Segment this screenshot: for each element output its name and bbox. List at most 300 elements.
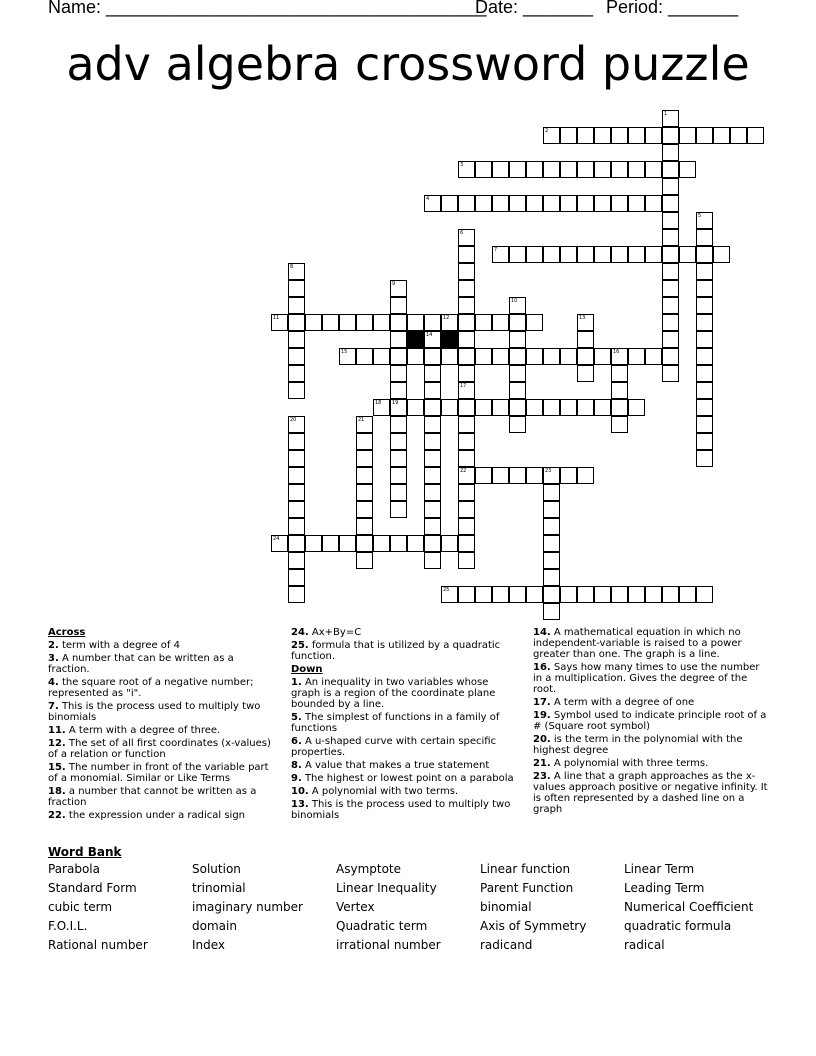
crossword-cell[interactable]: [577, 348, 594, 365]
crossword-cell[interactable]: [696, 229, 713, 246]
clue-number: 2: [545, 128, 549, 134]
crossword-cell[interactable]: [594, 246, 611, 263]
crossword-cell[interactable]: [713, 246, 730, 263]
crossword-cell[interactable]: [424, 535, 441, 552]
crossword-cell[interactable]: [696, 127, 713, 144]
clue-number: 6: [460, 230, 464, 236]
clue-down: 6. A u-shaped curve with certain specific properties.: [291, 736, 497, 758]
crossword-cell[interactable]: [458, 331, 475, 348]
crossword-cell[interactable]: [594, 348, 611, 365]
crossword-cell[interactable]: [645, 246, 662, 263]
crossword-cell[interactable]: [492, 161, 509, 178]
black-square: [407, 331, 424, 348]
crossword-cell[interactable]: [288, 450, 305, 467]
crossword-cell[interactable]: [645, 586, 662, 603]
crossword-cell[interactable]: [458, 586, 475, 603]
crossword-cell[interactable]: [356, 535, 373, 552]
crossword-cell[interactable]: [356, 484, 373, 501]
clue-down: 8. A value that makes a true statement: [291, 760, 490, 771]
clue-down: 16. Says how many times to use the number in a multiplication. Gives the degree of the root.: [533, 662, 760, 695]
crossword-cell[interactable]: [662, 280, 679, 297]
crossword-cell[interactable]: [526, 467, 543, 484]
crossword-cell[interactable]: [492, 467, 509, 484]
word-bank-item: Index: [192, 938, 226, 952]
crossword-cell[interactable]: [543, 586, 560, 603]
crossword-cell[interactable]: [356, 416, 373, 433]
crossword-cell[interactable]: [560, 195, 577, 212]
crossword-cell[interactable]: [509, 161, 526, 178]
crossword-cell[interactable]: [458, 263, 475, 280]
page-title: adv algebra crossword puzzle: [66, 37, 750, 91]
crossword-cell[interactable]: [696, 331, 713, 348]
crossword-cell[interactable]: [424, 552, 441, 569]
crossword-cell[interactable]: [543, 246, 560, 263]
crossword-cell[interactable]: [611, 586, 628, 603]
clue-number: 5: [698, 213, 702, 219]
crossword-cell[interactable]: [458, 467, 475, 484]
crossword-cell[interactable]: [288, 382, 305, 399]
clue-down: 19. Symbol used to indicate principle root of a # (Square root symbol): [533, 710, 767, 732]
crossword-cell[interactable]: [356, 518, 373, 535]
crossword-cell[interactable]: [356, 314, 373, 331]
crossword-cell[interactable]: [356, 433, 373, 450]
crossword-cell[interactable]: [356, 450, 373, 467]
crossword-cell[interactable]: [696, 314, 713, 331]
clue-down: 1. An inequality in two variables whose graph is a region of the coordinate plane bounded by a line.: [291, 677, 496, 710]
date-label: Date: _______: [475, 0, 594, 17]
crossword-cell[interactable]: [288, 348, 305, 365]
crossword-cell[interactable]: [662, 348, 679, 365]
crossword-cell[interactable]: [696, 263, 713, 280]
crossword-cell[interactable]: [611, 348, 628, 365]
crossword-cell[interactable]: [305, 535, 322, 552]
crossword-cell[interactable]: [475, 195, 492, 212]
crossword-cell[interactable]: [424, 484, 441, 501]
crossword-cell[interactable]: [492, 246, 509, 263]
crossword-cell[interactable]: [288, 535, 305, 552]
clue-number: 9: [392, 281, 396, 287]
crossword-cell[interactable]: [696, 348, 713, 365]
crossword-cell[interactable]: [390, 382, 407, 399]
crossword-cell[interactable]: [611, 195, 628, 212]
crossword-cell[interactable]: [543, 552, 560, 569]
crossword-cell[interactable]: [288, 467, 305, 484]
crossword-cell[interactable]: [458, 314, 475, 331]
crossword-cell[interactable]: [509, 365, 526, 382]
crossword-cell[interactable]: [475, 399, 492, 416]
crossword-cell[interactable]: [526, 399, 543, 416]
word-bank-item: Vertex: [336, 900, 375, 914]
crossword-cell[interactable]: [424, 416, 441, 433]
name-label: Name: ______________________________________: [48, 0, 487, 17]
crossword-cell[interactable]: [390, 331, 407, 348]
word-bank-item: irrational number: [336, 938, 441, 952]
crossword-cell[interactable]: [594, 586, 611, 603]
crossword-cell[interactable]: [611, 161, 628, 178]
crossword-cell[interactable]: [509, 399, 526, 416]
word-bank-item: trinomial: [192, 881, 246, 895]
crossword-cell[interactable]: [492, 348, 509, 365]
crossword-cell[interactable]: [288, 416, 305, 433]
crossword-cell[interactable]: [679, 127, 696, 144]
crossword-cell[interactable]: [475, 161, 492, 178]
crossword-cell[interactable]: [577, 127, 594, 144]
crossword-cell[interactable]: [662, 212, 679, 229]
crossword-cell[interactable]: [407, 314, 424, 331]
crossword-cell[interactable]: [543, 127, 560, 144]
crossword-cell[interactable]: [458, 229, 475, 246]
crossword-cell[interactable]: [611, 382, 628, 399]
crossword-cell[interactable]: [390, 535, 407, 552]
crossword-cell[interactable]: [577, 399, 594, 416]
clue-across: 7. This is the process used to multiply two binomials: [48, 701, 261, 723]
word-bank-item: Standard Form: [48, 881, 137, 895]
crossword-cell[interactable]: [390, 314, 407, 331]
crossword-cell[interactable]: [458, 518, 475, 535]
crossword-cell[interactable]: [696, 280, 713, 297]
crossword-cell[interactable]: [526, 161, 543, 178]
crossword-cell[interactable]: [424, 348, 441, 365]
crossword-cell[interactable]: [662, 331, 679, 348]
crossword-cell[interactable]: [509, 195, 526, 212]
crossword-cell[interactable]: [662, 263, 679, 280]
crossword-cell[interactable]: [526, 195, 543, 212]
word-bank-item: Parent Function: [480, 881, 574, 895]
crossword-cell[interactable]: [322, 314, 339, 331]
crossword-cell[interactable]: [458, 382, 475, 399]
clue-down: 20. is the term in the polynomial with the highest degree: [533, 734, 743, 756]
crossword-cell[interactable]: [611, 246, 628, 263]
crossword-cell[interactable]: [696, 433, 713, 450]
crossword-cell[interactable]: [696, 416, 713, 433]
crossword-cell[interactable]: [560, 586, 577, 603]
crossword-cell[interactable]: [662, 144, 679, 161]
crossword-cell[interactable]: [424, 501, 441, 518]
crossword-cell[interactable]: [662, 365, 679, 382]
crossword-cell[interactable]: [373, 348, 390, 365]
crossword-cell[interactable]: [509, 348, 526, 365]
crossword-cell[interactable]: [458, 484, 475, 501]
crossword-cell[interactable]: [526, 246, 543, 263]
crossword-cell[interactable]: [390, 297, 407, 314]
crossword-cell[interactable]: [475, 348, 492, 365]
crossword-cell[interactable]: [458, 399, 475, 416]
clue-number: 4: [426, 196, 430, 202]
crossword-cell[interactable]: [543, 399, 560, 416]
clues-column-2: [291, 627, 516, 823]
crossword-cell[interactable]: [441, 586, 458, 603]
crossword-cell[interactable]: [560, 246, 577, 263]
crossword-cell[interactable]: [543, 603, 560, 620]
crossword-cell[interactable]: [373, 314, 390, 331]
word-bank-item: Linear function: [480, 862, 571, 876]
crossword-cell[interactable]: [339, 535, 356, 552]
crossword-cell[interactable]: [543, 569, 560, 586]
crossword-cell[interactable]: [407, 348, 424, 365]
clue-across: 11. A term with a degree of three.: [48, 725, 221, 736]
crossword-cell[interactable]: [424, 314, 441, 331]
crossword-cell[interactable]: [696, 399, 713, 416]
crossword-cell[interactable]: [526, 348, 543, 365]
crossword-cell[interactable]: [577, 365, 594, 382]
crossword-cell[interactable]: [288, 552, 305, 569]
crossword-cell[interactable]: [662, 161, 679, 178]
crossword-cell[interactable]: [560, 348, 577, 365]
crossword-cell[interactable]: [611, 399, 628, 416]
clue-number: 13: [579, 315, 586, 321]
crossword-cell[interactable]: [288, 331, 305, 348]
crossword-cell[interactable]: [509, 331, 526, 348]
crossword-cell[interactable]: [713, 127, 730, 144]
crossword-cell[interactable]: [594, 127, 611, 144]
crossword-cell[interactable]: [390, 484, 407, 501]
crossword-cell[interactable]: [594, 399, 611, 416]
clue-number: 11: [273, 315, 280, 321]
crossword-cell[interactable]: [458, 246, 475, 263]
crossword-cell[interactable]: [288, 518, 305, 535]
crossword-cell[interactable]: [424, 450, 441, 467]
crossword-cell[interactable]: [509, 297, 526, 314]
crossword-cell[interactable]: [288, 501, 305, 518]
crossword-cell[interactable]: [679, 161, 696, 178]
crossword-cell[interactable]: [679, 586, 696, 603]
crossword-cell[interactable]: [441, 399, 458, 416]
crossword-cell[interactable]: [288, 365, 305, 382]
crossword-cell[interactable]: [390, 365, 407, 382]
crossword-cell[interactable]: [696, 212, 713, 229]
crossword-cell[interactable]: [509, 246, 526, 263]
crossword-cell[interactable]: [509, 382, 526, 399]
crossword-cell[interactable]: [526, 586, 543, 603]
crossword-cell[interactable]: [458, 433, 475, 450]
crossword-cell[interactable]: [747, 127, 764, 144]
word-bank-item: Linear Term: [624, 862, 695, 876]
crossword-cell[interactable]: [628, 195, 645, 212]
crossword-cell[interactable]: [662, 127, 679, 144]
crossword-cell[interactable]: [390, 501, 407, 518]
crossword-cell[interactable]: [662, 586, 679, 603]
crossword-cell[interactable]: [628, 586, 645, 603]
crossword-cell[interactable]: [288, 433, 305, 450]
crossword-cell[interactable]: [577, 467, 594, 484]
crossword-cell[interactable]: [441, 195, 458, 212]
crossword-cell[interactable]: [577, 195, 594, 212]
crossword-cell[interactable]: [577, 586, 594, 603]
crossword-cell[interactable]: [271, 535, 288, 552]
crossword-cell[interactable]: [696, 246, 713, 263]
crossword-cell[interactable]: [458, 552, 475, 569]
crossword-cell[interactable]: [390, 450, 407, 467]
crossword-cell[interactable]: [288, 297, 305, 314]
clue-across: 22. the expression under a radical sign: [48, 810, 246, 821]
word-bank-title: Word Bank: [48, 845, 122, 859]
crossword-cell[interactable]: [356, 467, 373, 484]
crossword-cell[interactable]: [288, 263, 305, 280]
crossword-cell[interactable]: [339, 348, 356, 365]
crossword-cell[interactable]: [628, 246, 645, 263]
crossword-cell[interactable]: [475, 314, 492, 331]
crossword-cell[interactable]: [424, 399, 441, 416]
crossword-cell[interactable]: [662, 297, 679, 314]
crossword-cell[interactable]: [458, 501, 475, 518]
crossword-cell[interactable]: [441, 314, 458, 331]
crossword-cell[interactable]: [271, 314, 288, 331]
crossword-cell[interactable]: [594, 161, 611, 178]
crossword-cell[interactable]: [288, 586, 305, 603]
crossword-cell[interactable]: [628, 127, 645, 144]
crossword-cell[interactable]: [458, 195, 475, 212]
crossword-cell[interactable]: [509, 467, 526, 484]
crossword-cell[interactable]: [543, 484, 560, 501]
crossword-cell[interactable]: [458, 450, 475, 467]
crossword-cell[interactable]: [662, 178, 679, 195]
crossword-cell[interactable]: [492, 195, 509, 212]
crossword-cell[interactable]: [696, 450, 713, 467]
crossword-cell[interactable]: [373, 399, 390, 416]
crossword-cell[interactable]: [628, 399, 645, 416]
crossword-cell[interactable]: [492, 399, 509, 416]
crossword-cell[interactable]: [577, 314, 594, 331]
crossword-cell[interactable]: [662, 246, 679, 263]
crossword-cell[interactable]: [288, 484, 305, 501]
crossword-cell[interactable]: [475, 467, 492, 484]
crossword-cell[interactable]: [577, 246, 594, 263]
crossword-cell[interactable]: [696, 297, 713, 314]
crossword-cell[interactable]: [543, 535, 560, 552]
crossword-cell[interactable]: [305, 314, 322, 331]
clue-number: 10: [511, 298, 518, 304]
clue-number: 17: [460, 383, 467, 389]
crossword-cell[interactable]: [662, 314, 679, 331]
crossword-cell[interactable]: [458, 348, 475, 365]
crossword-cell[interactable]: [577, 331, 594, 348]
crossword-cell[interactable]: [730, 127, 747, 144]
crossword-cell[interactable]: [628, 161, 645, 178]
crossword-cell[interactable]: [390, 433, 407, 450]
crossword-cell[interactable]: [339, 314, 356, 331]
clue-number: 20: [290, 417, 297, 423]
crossword-cell[interactable]: [543, 161, 560, 178]
word-bank-item: Numerical Coefficient: [624, 900, 754, 914]
crossword-cell[interactable]: [662, 229, 679, 246]
crossword-cell[interactable]: [441, 348, 458, 365]
crossword-cell[interactable]: [543, 348, 560, 365]
crossword-cell[interactable]: [458, 365, 475, 382]
crossword-cell[interactable]: [611, 127, 628, 144]
crossword-cell[interactable]: [526, 314, 543, 331]
crossword-cell[interactable]: [645, 348, 662, 365]
crossword-cell[interactable]: [509, 314, 526, 331]
crossword-cell[interactable]: [288, 314, 305, 331]
crossword-cell[interactable]: [458, 161, 475, 178]
crossword-cell[interactable]: [679, 246, 696, 263]
clue-number: 18: [375, 400, 382, 406]
crossword-cell[interactable]: [458, 416, 475, 433]
clue-across: 12. The set of all first coordinates (x-values) of a relation or function: [48, 738, 271, 760]
crossword-cell[interactable]: [560, 161, 577, 178]
clue-number: 15: [341, 349, 348, 355]
down-heading: Down: [291, 664, 323, 675]
crossword-cell[interactable]: [492, 314, 509, 331]
across-heading: Across: [48, 627, 86, 638]
crossword-cell[interactable]: [560, 399, 577, 416]
crossword-cell[interactable]: [424, 518, 441, 535]
crossword-cell[interactable]: [390, 467, 407, 484]
crossword-cell[interactable]: [458, 297, 475, 314]
crossword-cell[interactable]: [611, 365, 628, 382]
crossword-cell[interactable]: [492, 586, 509, 603]
crossword-cell[interactable]: [475, 586, 492, 603]
crossword-cell[interactable]: [373, 535, 390, 552]
crossword-cell[interactable]: [662, 110, 679, 127]
crossword-cell[interactable]: [390, 399, 407, 416]
crossword-cell[interactable]: [509, 586, 526, 603]
crossword-cell[interactable]: [288, 280, 305, 297]
crossword-cell[interactable]: [645, 195, 662, 212]
crossword-cell[interactable]: [390, 280, 407, 297]
crossword-cell[interactable]: [662, 195, 679, 212]
clue-across: 24. Ax+By=C: [291, 627, 362, 638]
crossword-cell[interactable]: [322, 535, 339, 552]
crossword-cell[interactable]: [424, 331, 441, 348]
clue-number: 21: [358, 417, 365, 423]
crossword-cell[interactable]: [509, 416, 526, 433]
crossword-cell[interactable]: [560, 467, 577, 484]
crossword-cell[interactable]: [560, 127, 577, 144]
word-bank-item: Solution: [192, 862, 241, 876]
crossword-cell[interactable]: [696, 365, 713, 382]
crossword-cell[interactable]: [356, 348, 373, 365]
crossword-cell[interactable]: [424, 365, 441, 382]
crossword-cell[interactable]: [611, 416, 628, 433]
crossword-cell[interactable]: [543, 467, 560, 484]
crossword-cell[interactable]: [628, 348, 645, 365]
crossword-cell[interactable]: [356, 501, 373, 518]
crossword-cell[interactable]: [288, 569, 305, 586]
crossword-cell[interactable]: [696, 586, 713, 603]
crossword-cell[interactable]: [390, 416, 407, 433]
crossword-cell[interactable]: [424, 195, 441, 212]
crossword-cell[interactable]: [458, 280, 475, 297]
crossword-cell[interactable]: [543, 518, 560, 535]
crossword-cell[interactable]: [645, 161, 662, 178]
crossword-cell[interactable]: [696, 382, 713, 399]
clue-down: 13. This is the process used to multiply two binomials: [291, 799, 511, 821]
crossword-cell[interactable]: [407, 399, 424, 416]
crossword-cell[interactable]: [424, 467, 441, 484]
clue-down: 23. A line that a graph approaches as the x-values approach positive or negative infinity. It is often represented by a dashed line on a graph: [533, 771, 768, 815]
crossword-cell[interactable]: [407, 535, 424, 552]
crossword-cell[interactable]: [356, 552, 373, 569]
crossword-cell[interactable]: [458, 535, 475, 552]
word-bank-item: quadratic formula: [624, 919, 732, 933]
crossword-cell[interactable]: [424, 433, 441, 450]
word-bank-item: Quadratic term: [336, 919, 428, 933]
word-bank-item: Parabola: [48, 862, 100, 876]
crossword-cell[interactable]: [424, 382, 441, 399]
crossword-cell[interactable]: [594, 195, 611, 212]
crossword-cell[interactable]: [645, 127, 662, 144]
clue-down: 14. A mathematical equation in which no independent-variable is raised to a power greater than one. The graph is a line.: [533, 627, 742, 660]
crossword-cell[interactable]: [441, 535, 458, 552]
crossword-cell[interactable]: [390, 348, 407, 365]
crossword-cell[interactable]: [543, 501, 560, 518]
clue-number: 22: [460, 468, 467, 474]
clues-column-1: [48, 627, 273, 823]
crossword-cell[interactable]: [543, 195, 560, 212]
clue-number: 23: [545, 468, 552, 474]
crossword-cell[interactable]: [577, 161, 594, 178]
